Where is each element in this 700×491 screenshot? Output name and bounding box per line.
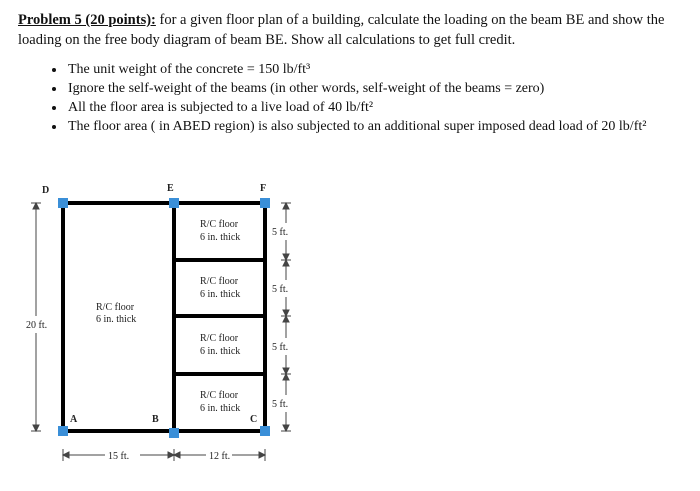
floor-2-type: R/C floor (200, 276, 239, 287)
left-floor-thickness: 6 in. thick (96, 314, 137, 325)
column-F (260, 198, 270, 208)
height-arrow-up (33, 203, 39, 209)
width-left-label: 15 ft. (108, 451, 130, 462)
floor-1-type: R/C floor (200, 219, 239, 230)
list-item: • The floor area ( in ABED region) is also subjected to an additional super imposed dead load of 20 lb/ft² (66, 117, 700, 136)
arrow (283, 374, 289, 380)
list-item: • All the floor area is subjected to a live load of 40 lb/ft² (66, 98, 700, 117)
floor-3-type: R/C floor (200, 333, 239, 344)
column-A (58, 426, 68, 436)
column-C (260, 426, 270, 436)
bay-4-label: 5 ft. (272, 399, 289, 410)
label-A: A (70, 414, 78, 425)
label-F: F (260, 183, 267, 194)
label-B: B (152, 414, 159, 425)
bay-2-label: 5 ft. (272, 284, 289, 295)
floor-2-thickness: 6 in. thick (200, 289, 241, 300)
arrow (283, 260, 289, 266)
arrow (259, 452, 265, 458)
label-C: C (250, 414, 258, 425)
arrow (174, 452, 180, 458)
column-B (169, 428, 179, 438)
arrow (283, 425, 289, 431)
arrow (63, 452, 69, 458)
column-D (58, 198, 68, 208)
label-E: E (167, 183, 174, 194)
label-D: D (42, 185, 50, 196)
bay-3-label: 5 ft. (272, 342, 289, 353)
left-floor-type: R/C floor (96, 302, 135, 313)
floor-3-thickness: 6 in. thick (200, 346, 241, 357)
floor-4-thickness: 6 in. thick (200, 403, 241, 414)
problem-heading: Problem 5 (20 points): (18, 12, 156, 28)
list-item: • Ignore the self-weight of the beams (in other words, self-weight of the beams = zero) (66, 79, 700, 98)
floor-4-type: R/C floor (200, 390, 239, 401)
arrow (283, 316, 289, 322)
problem-intro: for a given floor plan of a building, calculate the loading on the beam BE and show the loading on the free body diagram of beam BE. Show all calculations to get full credit. (18, 12, 665, 48)
width-right-label: 12 ft. (209, 451, 231, 462)
bay-1-label: 5 ft. (272, 227, 289, 238)
column-E (169, 198, 179, 208)
arrow (283, 203, 289, 209)
height-arrow-down (33, 425, 39, 431)
height-dim-label: 20 ft. (26, 320, 48, 331)
list-item: • The unit weight of the concrete = 150 lb/ft³ (66, 60, 700, 79)
floor-1-thickness: 6 in. thick (200, 232, 241, 243)
